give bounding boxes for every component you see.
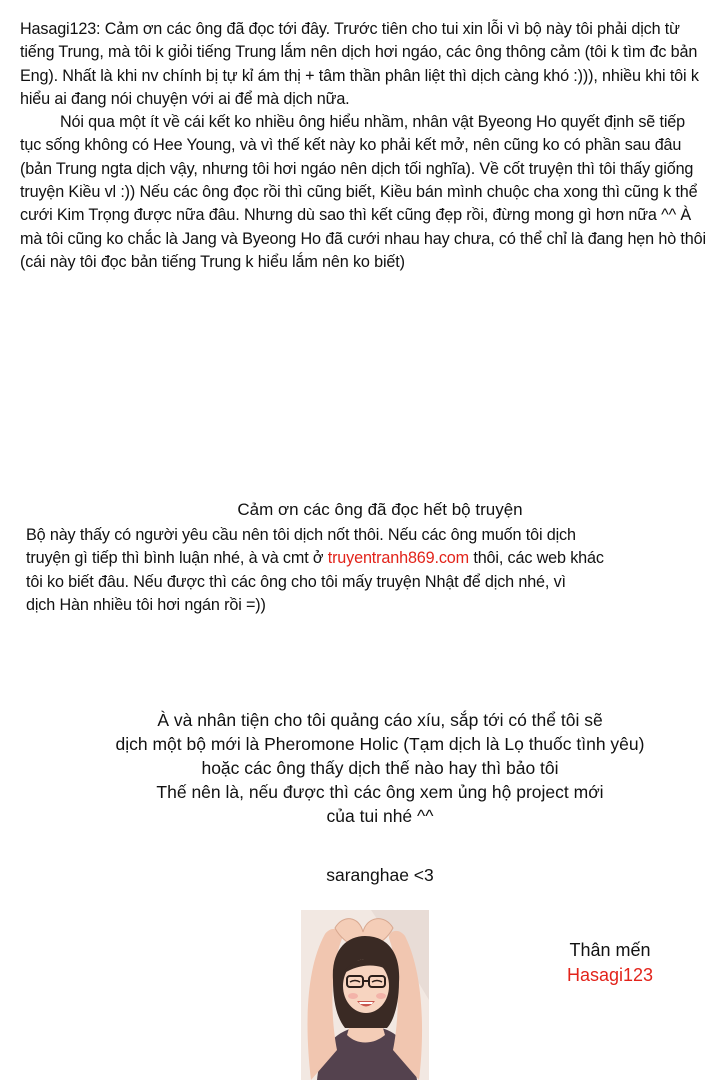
closing-signature bbox=[540, 938, 680, 988]
translator-note-intro: Hasagi123: Cảm ơn các ông đã đọc tới đây. Trước tiên cho tui xin lỗi vì bộ này tôi phải dịch từ tiếng Trung, mà tôi k giỏi tiếng Trung lắm nên dịch hơi ngáo, các ông thông cảm (tôi k tìm đc bản Eng). Nhất là khi nv chính bị tự kỉ ám thị + tâm thần phân liệt thì dịch càng khó :))), nhiều khi tôi k hiểu ai đang nói chuyện với ai để mà dịch nữa. bbox=[20, 20, 699, 108]
girl-heart-hands-illustration bbox=[301, 910, 429, 1080]
translator-note-ending: Nói qua một ít về cái kết ko nhiều ông hiểu nhầm, nhân vật Byeong Ho quyết định sẽ tiếp tục sống không có Hee Young, và vì thế kết này ko phải kết mở, nên cũng ko có phần sau đâu (bản Trung ngta dịch vậy, nhưng tôi hơi ngáo nên dịch tối nghĩa). Về cốt truyện thì tôi thấy giống truyện Kiều vl :)) Nếu các ông đọc rồi thì cũng biết, Kiều bán mình chuộc cha xong thì cũng k thể cưới Kim Trọng được nữa đâu. Nhưng dù sao thì kết cũng đẹp rồi, đừng mong gì hơn nữa ^^ À mà tôi cũng ko chắc là Jang và Byeong Ho đã cưới nhau hay chưa, có thể chỉ là đang hẹn hò thôi (cái này tôi đọc bản tiếng Trung k hiểu lắm nên ko biết) bbox=[20, 113, 706, 271]
translator-signature: Hasagi123 bbox=[566, 965, 654, 985]
thanks-paragraph bbox=[26, 524, 716, 617]
closing-line: Thân mến bbox=[569, 940, 651, 960]
website-link[interactable]: truyentranh869.com bbox=[327, 549, 469, 568]
promo-paragraph: À và nhân tiện cho tôi quảng cáo xíu, sắp tới có thể tôi sẽ dịch một bộ mới là Pheromone Holic (Tạm dịch là Lọ thuốc tình yêu) hoặc các ông thấy dịch thế nào hay thì bảo tôi Thế nên là, nếu được thì các ông xem ủng hộ project mới của tui nhé ^^ bbox=[115, 710, 645, 826]
thanks-text-part2: thôi, các web khác tôi ko biết đâu. Nếu được thì các ông cho tôi mấy truyện Nhật để dịch nhé, vì dịch Hàn nhiều tôi hơi ngán rồi =)) bbox=[26, 549, 604, 614]
signoff-text: saranghae <3 bbox=[326, 865, 434, 885]
thanks-heading: Cảm ơn các ông đã đọc hết bộ truyện bbox=[237, 500, 523, 519]
translator-note-paragraph bbox=[20, 18, 710, 274]
thanks-text-part1: Bộ này thấy có người yêu cầu nên tôi dịch nốt thôi. Nếu các ông muốn tôi dịch truyện gì tiếp thì bình luận nhé, à và cmt ở bbox=[26, 526, 576, 568]
